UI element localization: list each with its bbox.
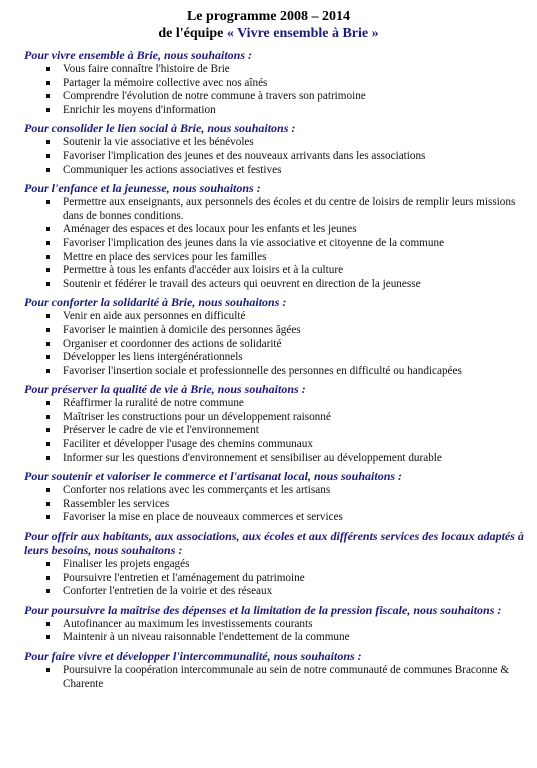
list-item — [46, 618, 525, 632]
list-item-text: Permettre aux enseignants, aux personnels des écoles et du centre de loisirs de remplir leurs missions dans de bonnes conditions. — [63, 196, 516, 222]
title-line-1: Le programme 2008 – 2014 — [186, 9, 351, 24]
bullet-list — [24, 558, 525, 599]
list-item-text: Venir en aide aux personnes en difficulté — [63, 310, 246, 323]
list-item — [46, 498, 525, 512]
bullet-icon — [46, 622, 50, 626]
bullet-icon — [46, 515, 50, 519]
list-item — [46, 411, 525, 425]
list-item-text: Enrichir les moyens d'information — [63, 103, 216, 116]
bullet-icon — [46, 81, 50, 85]
bullet-icon — [46, 168, 50, 172]
list-item — [46, 310, 525, 324]
list-item — [46, 585, 525, 599]
list-item — [46, 251, 525, 265]
list-item-text: Conforter nos relations avec les commerçants et les artisans — [63, 484, 331, 497]
list-item — [46, 452, 525, 466]
list-item-text: Poursuivre l'entretien et l'aménagement du patrimoine — [63, 571, 305, 584]
list-item-text: Maîtriser les constructions pour un développement raisonné — [63, 410, 331, 423]
list-item — [46, 631, 525, 645]
list-item — [46, 136, 525, 150]
list-item — [46, 223, 525, 237]
list-item — [46, 196, 525, 223]
list-item-text: Conforter l'entretien de la voirie et des réseaux — [63, 585, 273, 598]
bullet-icon — [46, 314, 50, 318]
section-heading: Pour offrir aux habitants, aux associations, aux écoles et aux différents services des locaux adaptés à leurs besoins, nous souhaitons : — [24, 529, 524, 558]
list-item — [46, 77, 525, 91]
section-heading: Pour consolider le lien social à Brie, nous souhaitons : — [24, 121, 296, 136]
bullet-icon — [46, 442, 50, 446]
list-item — [46, 438, 525, 452]
bullet-icon — [46, 94, 50, 98]
program-section — [24, 603, 525, 645]
list-item-text: Soutenir et fédérer le travail des acteurs qui oeuvrent en direction de la jeunesse — [63, 277, 421, 290]
list-item — [46, 324, 525, 338]
bullet-icon — [46, 227, 50, 231]
bullet-icon — [46, 355, 50, 359]
list-item-text: Favoriser l'implication des jeunes dans la vie associative et citoyenne de la commune — [63, 236, 445, 249]
list-item — [46, 664, 525, 691]
list-item-text: Favoriser le maintien à domicile des personnes âgées — [63, 323, 301, 336]
bullet-icon — [46, 67, 50, 71]
list-item-text: Favoriser la mise en place de nouveaux commerces et services — [63, 511, 343, 524]
program-sections — [0, 42, 537, 691]
list-item — [46, 164, 525, 178]
bullet-icon — [46, 668, 50, 672]
list-item — [46, 484, 525, 498]
list-item — [46, 511, 525, 525]
list-item-text: Poursuivre la coopération intercommunale au sein de notre communauté de communes Braconne & Charente — [63, 664, 510, 690]
title-line-2 — [0, 25, 537, 42]
bullet-icon — [46, 369, 50, 373]
list-item-text: Faciliter et développer l'usage des chemins communaux — [63, 438, 313, 451]
list-item-text: Informer sur les questions d'environnement et sensibiliser au développement durable — [63, 451, 442, 464]
bullet-icon — [46, 140, 50, 144]
list-item — [46, 572, 525, 586]
bullet-list — [24, 664, 525, 691]
bullet-list — [24, 136, 525, 177]
list-item-text: Rassembler les services — [63, 497, 170, 510]
list-item — [46, 90, 525, 104]
list-item-text: Comprendre l'évolution de notre commune à travers son patrimoine — [63, 90, 366, 103]
bullet-icon — [46, 401, 50, 405]
section-heading: Pour soutenir et valoriser le commerce et l'artisanat local, nous souhaitons : — [24, 469, 403, 484]
list-item — [46, 351, 525, 365]
list-item — [46, 237, 525, 251]
bullet-icon — [46, 200, 50, 204]
list-item-text: Réaffirmer la ruralité de notre commune — [63, 397, 244, 410]
title-line-2-prefix: de l'équipe — [158, 26, 227, 41]
section-heading: Pour poursuivre la maîtrise des dépenses et la limitation de la pression fiscale, nous souhaitons : — [24, 602, 502, 617]
program-section — [24, 382, 525, 465]
list-item — [46, 424, 525, 438]
list-item-text: Organiser et coordonner des actions de solidarité — [63, 337, 282, 350]
list-item — [46, 104, 525, 118]
list-item-text: Maintenir à un niveau raisonnable l'endettement de la commune — [63, 631, 350, 644]
bullet-icon — [46, 328, 50, 332]
list-item-text: Finaliser les projets engagés — [63, 558, 190, 571]
list-item-text: Développer les liens intergénérationnels — [63, 351, 243, 364]
bullet-icon — [46, 415, 50, 419]
bullet-icon — [46, 562, 50, 566]
list-item-text: Favoriser l'implication des jeunes et des nouveaux arrivants dans les associations — [63, 149, 426, 162]
bullet-icon — [46, 488, 50, 492]
section-heading: Pour conforter la solidarité à Brie, nous souhaitons : — [24, 295, 287, 310]
list-item-text: Vous faire connaître l'histoire de Brie — [63, 63, 230, 75]
program-section — [24, 529, 525, 599]
bullet-icon — [46, 589, 50, 593]
list-item — [46, 150, 525, 164]
section-heading: Pour l'enfance et la jeunesse, nous souhaitons : — [24, 181, 261, 196]
bullet-icon — [46, 255, 50, 259]
list-item — [46, 278, 525, 292]
list-item-text: Préserver le cadre de vie et l'environnement — [63, 424, 259, 437]
bullet-icon — [46, 282, 50, 286]
bullet-list — [24, 397, 525, 465]
bullet-icon — [46, 268, 50, 272]
list-item — [46, 264, 525, 278]
list-item-text: Permettre à tous les enfants d'accéder aux loisirs et à la culture — [63, 264, 344, 277]
section-heading: Pour faire vivre et développer l'intercommunalité, nous souhaitons : — [24, 649, 362, 663]
bullet-icon — [46, 154, 50, 158]
bullet-icon — [46, 241, 50, 245]
bullet-icon — [46, 456, 50, 460]
list-item — [46, 365, 525, 379]
bullet-icon — [46, 502, 50, 506]
document-title — [0, 0, 537, 42]
title-quote: « Vivre ensemble à Brie » — [226, 26, 379, 41]
list-item-text: Autofinancer au maximum les investissements courants — [63, 617, 313, 630]
program-section — [24, 121, 525, 177]
bullet-icon — [46, 342, 50, 346]
list-item-text: Aménager des espaces et des locaux pour les enfants et les jeunes — [63, 223, 357, 236]
program-section — [24, 649, 525, 691]
program-section — [24, 181, 525, 291]
bullet-list — [24, 196, 525, 291]
bullet-icon — [46, 576, 50, 580]
list-item-text: Mettre en place des services pour les familles — [63, 250, 267, 263]
list-item — [46, 397, 525, 411]
bullet-list — [24, 63, 525, 117]
list-item — [46, 63, 525, 77]
list-item-text: Soutenir la vie associative et les bénévoles — [63, 136, 254, 149]
list-item — [46, 558, 525, 572]
bullet-icon — [46, 635, 50, 639]
bullet-list — [24, 618, 525, 645]
list-item — [46, 338, 525, 352]
list-item-text: Favoriser l'insertion sociale et professionnelle des personnes en difficulté ou handicapées — [63, 364, 462, 377]
bullet-icon — [46, 428, 50, 432]
bullet-icon — [46, 108, 50, 112]
program-section — [24, 295, 525, 378]
bullet-list — [24, 310, 525, 378]
list-item-text: Communiquer les actions associatives et festives — [63, 163, 282, 176]
program-section — [24, 48, 525, 117]
list-item-text: Partager la mémoire collective avec nos aînés — [63, 76, 268, 89]
bullet-list — [24, 484, 525, 525]
section-heading: Pour préserver la qualité de vie à Brie, nous souhaitons : — [24, 382, 306, 397]
section-heading: Pour vivre ensemble à Brie, nous souhaitons : — [24, 48, 253, 62]
program-section — [24, 469, 525, 525]
